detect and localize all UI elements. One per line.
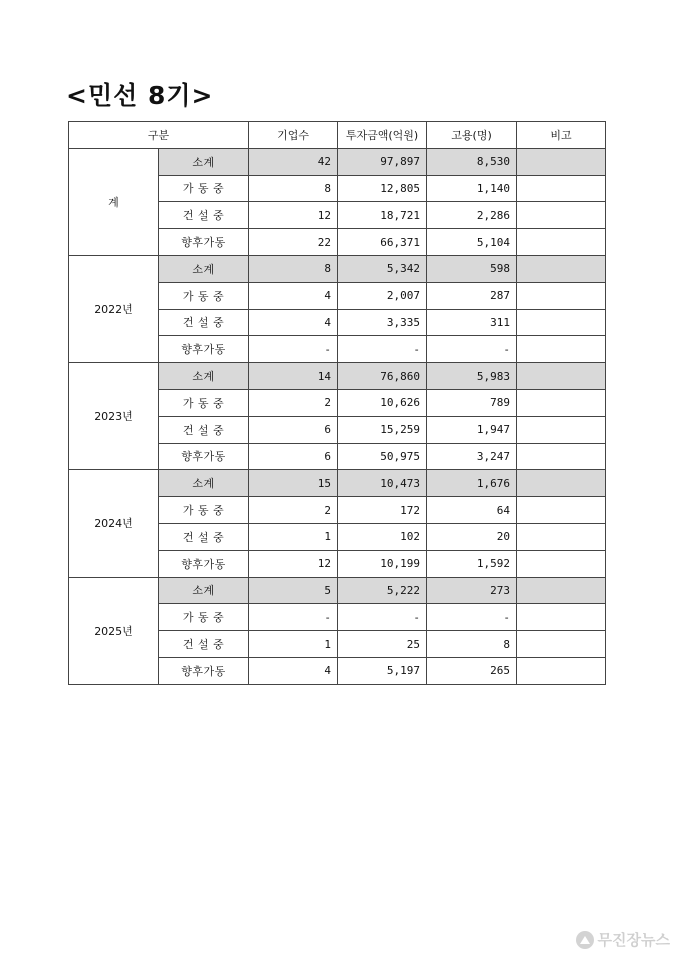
investment-cell: 12,805 (338, 175, 427, 202)
note-cell (517, 523, 606, 550)
note-cell (517, 282, 606, 309)
group-label: 2023년 (69, 363, 159, 470)
row-label: 향후가동 (159, 443, 249, 470)
employment-cell: 1,140 (427, 175, 517, 202)
investment-cell: 10,473 (338, 470, 427, 497)
watermark-text: 무진장뉴스 (597, 931, 670, 949)
investment-cell: 76,860 (338, 363, 427, 390)
employment-cell: 8,530 (427, 148, 517, 175)
employment-cell: 2,286 (427, 202, 517, 229)
employment-cell: 1,592 (427, 550, 517, 577)
employment-cell: 5,104 (427, 229, 517, 256)
investment-cell: 2,007 (338, 282, 427, 309)
row-label: 가 동 중 (159, 175, 249, 202)
investment-cell: 18,721 (338, 202, 427, 229)
header-investment: 투자금액(억원) (338, 122, 427, 149)
note-cell (517, 202, 606, 229)
row-label: 건 설 중 (159, 631, 249, 658)
employment-cell: 1,947 (427, 416, 517, 443)
companies-cell: 12 (249, 202, 338, 229)
companies-cell: 1 (249, 523, 338, 550)
companies-cell: - (249, 336, 338, 363)
row-label: 향후가동 (159, 229, 249, 256)
header-note: 비고 (517, 122, 606, 149)
companies-cell: 4 (249, 657, 338, 684)
employment-cell: 311 (427, 309, 517, 336)
investment-cell: 3,335 (338, 309, 427, 336)
header-employment: 고용(명) (427, 122, 517, 149)
table-row (69, 470, 606, 497)
companies-cell: 22 (249, 229, 338, 256)
note-cell (517, 631, 606, 658)
note-cell (517, 148, 606, 175)
companies-cell: 6 (249, 443, 338, 470)
companies-cell: 5 (249, 577, 338, 604)
row-label: 건 설 중 (159, 202, 249, 229)
note-cell (517, 229, 606, 256)
employment-cell: 789 (427, 389, 517, 416)
header-companies: 기업수 (249, 122, 338, 149)
employment-cell: 1,676 (427, 470, 517, 497)
row-label: 가 동 중 (159, 389, 249, 416)
table-row (69, 577, 606, 604)
employment-cell: 3,247 (427, 443, 517, 470)
row-label: 가 동 중 (159, 604, 249, 631)
note-cell (517, 309, 606, 336)
row-label: 건 설 중 (159, 309, 249, 336)
investment-cell: 5,197 (338, 657, 427, 684)
row-label: 가 동 중 (159, 282, 249, 309)
note-cell (517, 416, 606, 443)
investment-cell: 172 (338, 497, 427, 524)
investment-cell: 102 (338, 523, 427, 550)
table-row (69, 148, 606, 175)
row-label: 건 설 중 (159, 523, 249, 550)
investment-cell: 10,626 (338, 389, 427, 416)
page-title: <민선 8기> (66, 81, 214, 110)
row-label: 소계 (159, 148, 249, 175)
employment-cell: 265 (427, 657, 517, 684)
note-cell (517, 389, 606, 416)
employment-cell: 64 (427, 497, 517, 524)
note-cell (517, 497, 606, 524)
employment-cell: 5,983 (427, 363, 517, 390)
row-label: 소계 (159, 470, 249, 497)
note-cell (517, 470, 606, 497)
note-cell (517, 255, 606, 282)
note-cell (517, 657, 606, 684)
companies-cell: 4 (249, 309, 338, 336)
row-label: 소계 (159, 255, 249, 282)
note-cell (517, 336, 606, 363)
investment-cell: 10,199 (338, 550, 427, 577)
companies-cell: 12 (249, 550, 338, 577)
header-category: 구분 (69, 122, 249, 149)
investment-cell: 66,371 (338, 229, 427, 256)
row-label: 향후가동 (159, 336, 249, 363)
employment-cell: 598 (427, 255, 517, 282)
employment-cell: 287 (427, 282, 517, 309)
companies-cell: 2 (249, 389, 338, 416)
group-label: 계 (69, 148, 159, 255)
companies-cell: 8 (249, 175, 338, 202)
note-cell (517, 604, 606, 631)
row-label: 향후가동 (159, 657, 249, 684)
group-label: 2024년 (69, 470, 159, 577)
companies-cell: 1 (249, 631, 338, 658)
companies-cell: 6 (249, 416, 338, 443)
row-label: 소계 (159, 363, 249, 390)
companies-cell: 4 (249, 282, 338, 309)
investment-cell: - (338, 336, 427, 363)
companies-cell: 42 (249, 148, 338, 175)
investment-cell: 5,342 (338, 255, 427, 282)
note-cell (517, 443, 606, 470)
watermark (576, 929, 670, 950)
companies-cell: 2 (249, 497, 338, 524)
table-row (69, 255, 606, 282)
employment-cell: - (427, 604, 517, 631)
investment-cell: 50,975 (338, 443, 427, 470)
employment-cell: 8 (427, 631, 517, 658)
mountain-logo-icon (576, 931, 594, 949)
companies-cell: - (249, 604, 338, 631)
row-label: 소계 (159, 577, 249, 604)
employment-cell: 20 (427, 523, 517, 550)
employment-cell: 273 (427, 577, 517, 604)
group-label: 2022년 (69, 255, 159, 362)
companies-cell: 8 (249, 255, 338, 282)
row-label: 건 설 중 (159, 416, 249, 443)
note-cell (517, 550, 606, 577)
investment-cell: 15,259 (338, 416, 427, 443)
investment-cell: - (338, 604, 427, 631)
companies-cell: 15 (249, 470, 338, 497)
investment-cell: 25 (338, 631, 427, 658)
investment-table (68, 121, 606, 685)
note-cell (517, 175, 606, 202)
companies-cell: 14 (249, 363, 338, 390)
row-label: 향후가동 (159, 550, 249, 577)
note-cell (517, 577, 606, 604)
table-header-row (69, 122, 606, 149)
group-label: 2025년 (69, 577, 159, 684)
note-cell (517, 363, 606, 390)
investment-cell: 5,222 (338, 577, 427, 604)
investment-cell: 97,897 (338, 148, 427, 175)
employment-cell: - (427, 336, 517, 363)
table-row (69, 363, 606, 390)
row-label: 가 동 중 (159, 497, 249, 524)
